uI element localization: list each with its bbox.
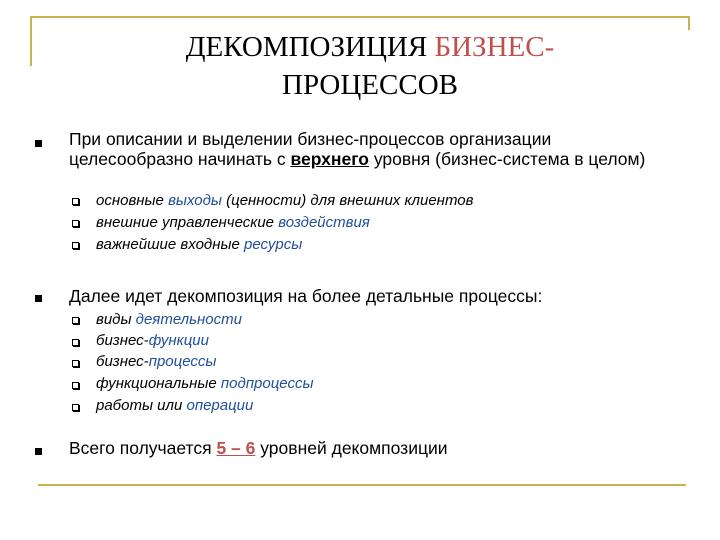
- slide-title: [120, 28, 620, 104]
- bullet-1-pre: При описании и выделении бизнес-процессов организации целесообразно начинать с: [69, 129, 552, 169]
- sub-item-highlight: процессы: [148, 353, 217, 370]
- bullet-1-text: [69, 129, 669, 169]
- bullet-1-post: уровня (бизнес-система в целом): [368, 149, 646, 169]
- bullet-2-text: Далее идет декомпозиция на более детальные процессы:: [69, 286, 543, 306]
- bullet-3-emph: 5 – 6: [216, 438, 256, 458]
- frame-left-line: [30, 16, 32, 66]
- sub-item-highlight: деятельности: [135, 311, 242, 328]
- sub-item-highlight: функции: [148, 332, 209, 349]
- sub-item-1-1: [96, 191, 473, 211]
- frame-bottom-line: [38, 484, 686, 486]
- bullet-square-2: [35, 295, 42, 302]
- sub-bullet-icon: [72, 339, 79, 346]
- bullet-square-3: [35, 448, 42, 455]
- sub-item-1-3: [96, 235, 302, 255]
- sub-item-2-2: [96, 331, 209, 351]
- sub-item-text: внешние управленческие: [96, 214, 279, 231]
- sub-item-2-1: [96, 310, 242, 330]
- title-word-2: БИЗНЕС-: [434, 31, 555, 63]
- sub-item-1-2: [96, 213, 370, 233]
- frame-right-line: [688, 16, 690, 30]
- title-line-1: [120, 28, 620, 66]
- sub-item-2-5: [96, 396, 253, 416]
- sub-bullet-icon: [72, 242, 79, 249]
- bullet-3-post: уровней декомпозиции: [255, 438, 448, 458]
- bullet-square-1: [35, 140, 42, 147]
- sub-item-text: важнейшие входные: [96, 236, 245, 253]
- sub-bullet-icon: [72, 317, 79, 324]
- bullet-3-pre: Всего получается: [69, 438, 217, 458]
- bullet-1-emph: верхнего: [290, 149, 369, 169]
- sub-bullet-icon: [72, 404, 79, 411]
- sub-item-2-3: [96, 352, 216, 372]
- title-word-1: ДЕКОМПОЗИЦИЯ: [185, 31, 435, 63]
- sub-item-text: работы или: [96, 397, 187, 414]
- sub-item-text: основные: [96, 192, 169, 209]
- sub-item-text: (ценности) для внешних клиентов: [221, 192, 474, 209]
- sub-bullet-icon: [72, 360, 79, 367]
- sub-item-highlight: ресурсы: [244, 236, 303, 253]
- sub-item-highlight: выходы: [168, 192, 222, 209]
- sub-item-highlight: воздействия: [278, 214, 370, 231]
- sub-bullet-icon: [72, 382, 79, 389]
- sub-bullet-icon: [72, 220, 79, 227]
- sub-item-highlight: подпроцессы: [220, 375, 314, 392]
- sub-item-text: бизнес-: [96, 332, 149, 349]
- sub-item-text: функциональные: [96, 375, 221, 392]
- frame-top-line: [30, 16, 690, 18]
- sub-bullet-icon: [72, 198, 79, 205]
- sub-item-2-4: [96, 374, 314, 394]
- sub-item-text: бизнес-: [96, 353, 149, 370]
- title-line-2: ПРОЦЕССОВ: [282, 69, 458, 101]
- sub-item-highlight: операции: [186, 397, 254, 414]
- sub-item-text: виды: [96, 311, 136, 328]
- bullet-3-text: [69, 438, 448, 458]
